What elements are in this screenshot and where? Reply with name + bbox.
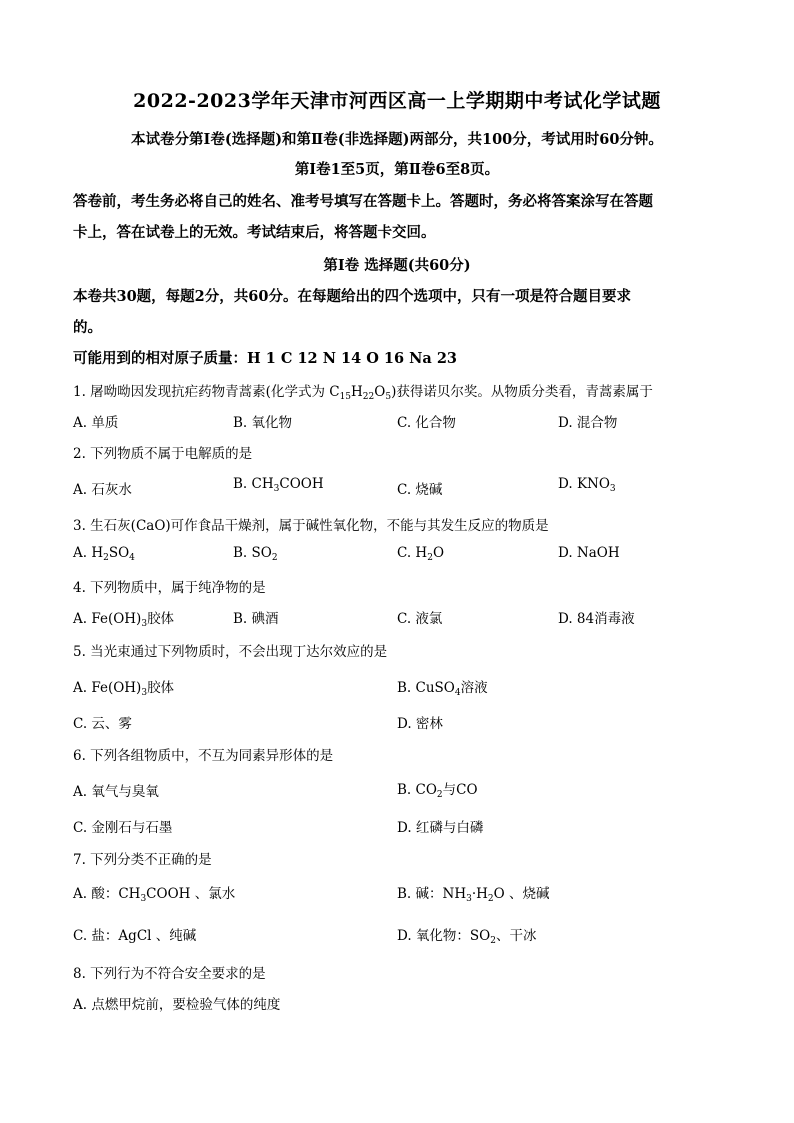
q3-c-sub-2: 2 [427, 553, 433, 563]
q3-a-sub-2: 2 [103, 553, 109, 563]
q2-b-formula-2: COOH [279, 476, 324, 492]
q4-a-post: 胶体 [147, 611, 175, 627]
q1-option-c: C. 化合物 [397, 415, 456, 431]
q2-option-c: C. 烧碱 [397, 482, 443, 498]
q7-d-sub-2: 2 [490, 936, 496, 946]
q2-option-a: A. 石灰水 [73, 482, 132, 498]
q1-h: H [351, 384, 363, 400]
question-4-stem: 4. 下列物质中，属于纯净物的是 [73, 580, 266, 596]
q5-b-prefix: B. CuSO [397, 680, 455, 696]
q1-sub-5: 5 [385, 392, 392, 402]
q7-d-prefix: D. 氧化物：SO [397, 928, 491, 944]
q2-d-sub-3: 3 [609, 484, 616, 494]
q3-option-b [233, 545, 278, 563]
q5-option-d: D. 密林 [397, 716, 443, 732]
atomic-masses: 可能用到的相对原子质量：H 1 C 12 N 14 O 16 Na 23 [73, 350, 458, 367]
q6-option-a: A. 氧气与臭氧 [73, 784, 159, 800]
q6-b-sub-2: 2 [436, 790, 443, 800]
q2-b-prefix: B. [233, 476, 252, 492]
q1-option-b: B. 氧化物 [233, 415, 293, 431]
q5-b-sub-4: 4 [454, 688, 461, 698]
q4-option-d: D. 84消毒液 [558, 611, 635, 627]
section-heading: 第Ⅰ卷 选择题(共60分) [323, 257, 471, 274]
intro-line-3b: 卡上，答在试卷上的无效。考试结束后，将答题卡交回。 [73, 224, 436, 241]
q7-a-sub-3: 3 [140, 894, 147, 904]
q5-a-prefix: A. Fe(OH) [73, 680, 142, 696]
q2-b-sub-3: 3 [273, 484, 280, 494]
q3-b-prefix: B. SO [233, 545, 272, 561]
instructions-a: 本卷共30题，每题2分，共60分。在每题给出的四个选项中，只有一项是符合题目要求 [73, 288, 631, 305]
question-1-stem [73, 380, 653, 402]
q1-stem-a: 1. 屠呦呦因发现抗疟药物青蒿素(化学式为 C [73, 384, 340, 400]
q7-option-a [73, 882, 235, 904]
q1-sub-15: 15 [339, 392, 352, 402]
q1-sub-22: 22 [362, 392, 375, 402]
q7-a-prefix: A. 酸：CH [73, 886, 141, 902]
intro-line-3a: 答卷前，考生务必将自己的姓名、准考号填写在答题卡上。答题时，务必将答案涂写在答题 [73, 193, 653, 210]
q5-a-post: 胶体 [147, 680, 175, 696]
question-2-stem: 2. 下列物质不属于电解质的是 [73, 446, 253, 462]
q1-stem-b: )获得诺贝尔奖。从物质分类看，青蒿素属于 [391, 384, 653, 400]
q7-b-sub-2: 2 [487, 894, 494, 904]
q3-option-a [73, 545, 135, 563]
q6-option-c: C. 金刚石与石墨 [73, 820, 173, 836]
q5-a-sub-3: 3 [141, 688, 148, 698]
q7-option-d [397, 924, 536, 946]
instructions-b: 的。 [73, 319, 102, 336]
q5-option-c: C. 云、雾 [73, 716, 132, 732]
q3-a-post: SO [108, 545, 130, 561]
page-title: 2022-2023学年天津市河西区高一上学期期中考试化学试题 [133, 90, 661, 112]
q2-option-b [233, 476, 324, 494]
q5-b-post: 溶液 [460, 680, 488, 696]
q4-option-a [73, 607, 174, 629]
q8-option-a: A. 点燃甲烷前，要检验气体的纯度 [73, 997, 281, 1013]
q7-a-post: COOH 、氯水 [146, 886, 236, 902]
q5-option-b [397, 676, 488, 698]
q5-option-a [73, 676, 174, 698]
q6-option-d: D. 红磷与白磷 [397, 820, 484, 836]
q4-a-prefix: A. Fe(OH) [73, 611, 142, 627]
question-7-stem: 7. 下列分类不正确的是 [73, 852, 212, 868]
question-8-stem: 8. 下列行为不符合安全要求的是 [73, 966, 266, 982]
q3-option-d: D. NaOH [558, 545, 620, 561]
question-6-stem: 6. 下列各组物质中，不互为同素异形体的是 [73, 748, 334, 764]
q7-b-sub-3: 3 [466, 894, 472, 904]
q3-b-sub-2: 2 [271, 553, 278, 563]
question-5-stem: 5. 当光束通过下列物质时，不会出现丁达尔效应的是 [73, 644, 388, 660]
q3-c-post: O [432, 545, 445, 561]
q4-option-b: B. 碘酒 [233, 611, 279, 627]
q7-option-b [397, 882, 550, 904]
q2-option-d [558, 476, 616, 494]
q1-option-d: D. 混合物 [558, 415, 618, 431]
q2-d-formula: KNO [576, 476, 610, 492]
q6-b-prefix: B. CO [397, 782, 437, 798]
q4-option-c: C. 液氯 [397, 611, 443, 627]
intro-line-1: 本试卷分第Ⅰ卷(选择题)和第Ⅱ卷(非选择题)两部分，共100分，考试用时60分钟。 [131, 131, 663, 148]
q3-a-prefix: A. H [73, 545, 104, 561]
q7-option-c: C. 盐：AgCl 、纯碱 [73, 928, 197, 944]
question-3-stem: 3. 生石灰(CaO)可作食品干燥剂，属于碱性氧化物，不能与其发生反应的物质是 [73, 518, 549, 534]
q3-option-c [397, 545, 444, 563]
q3-c-prefix: C. H [397, 545, 428, 561]
q1-option-a: A. 单质 [73, 415, 119, 431]
q7-b-mid: ·H [471, 886, 488, 902]
q6-b-post: 与CO [442, 782, 478, 798]
intro-line-2: 第Ⅰ卷1至5页，第Ⅱ卷6至8页。 [294, 161, 500, 178]
q1-o: O [374, 384, 386, 400]
q4-a-sub-3: 3 [141, 619, 148, 629]
q7-b-post: O 、烧碱 [493, 886, 550, 902]
q2-d-prefix: D. [558, 476, 577, 492]
q7-b-prefix: B. 碱：NH [397, 886, 467, 902]
q2-b-formula-1: CH [251, 476, 274, 492]
q3-a-sub-4: 4 [129, 553, 135, 563]
q6-option-b [397, 778, 478, 800]
q7-d-post: 、干冰 [495, 928, 537, 944]
